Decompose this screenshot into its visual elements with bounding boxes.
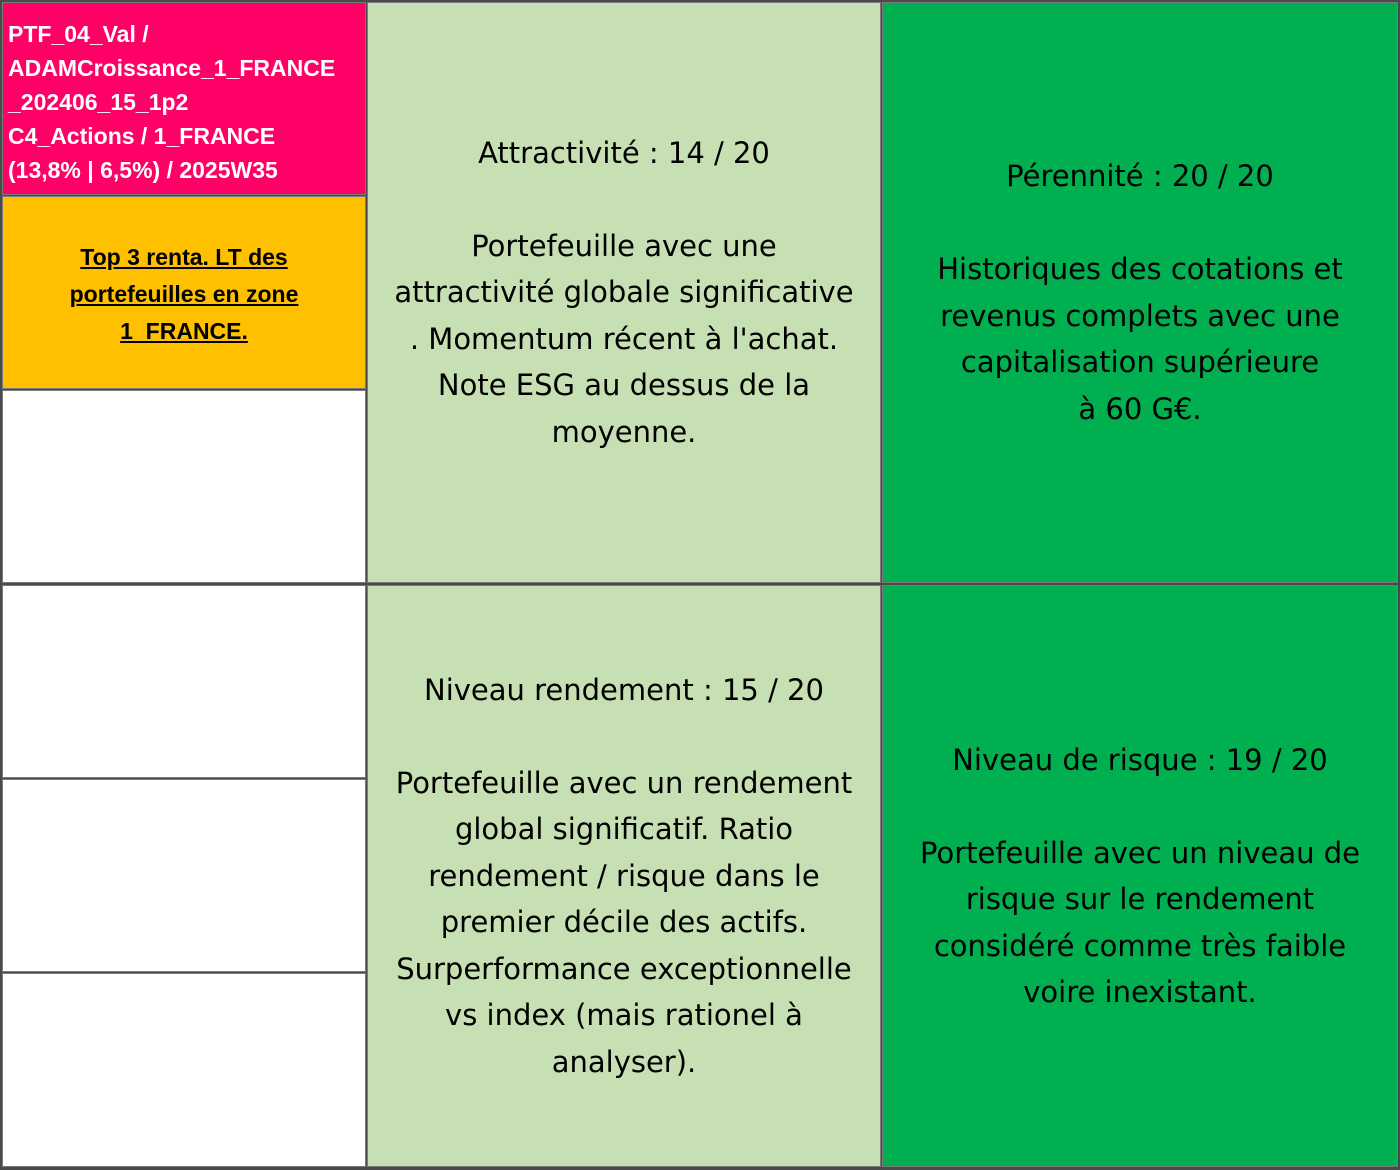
description-line: voire inexistant. (1023, 975, 1257, 1009)
attractivite-cell (367, 2, 881, 583)
portfolio-title-line: ADAMCroissance_1_FRANCE (8, 55, 336, 81)
top3-cell (2, 196, 366, 389)
top3-link-line: 1_FRANCE. (120, 318, 248, 344)
portfolio-title-line: _202406_15_1p2 (8, 89, 189, 115)
portfolio-title-cell (2, 2, 366, 195)
risque-score: Niveau de risque : 19 / 20 (952, 742, 1328, 777)
description-line: moyenne. (551, 414, 697, 449)
description-line: capitalisation supérieure (960, 345, 1320, 379)
portfolio-title-line: C4_Actions / 1_FRANCE (8, 123, 276, 149)
perennite-cell (882, 2, 1398, 583)
empty-cell (2, 390, 366, 583)
empty-cell (2, 779, 366, 972)
portfolio-title (8, 17, 335, 187)
description-line: Note ESG au dessus de la (437, 368, 811, 403)
risque-description (920, 830, 1360, 1016)
description-line: Portefeuille avec une (471, 228, 777, 263)
description-line: global significatif. Ratio (454, 812, 794, 847)
top3-link[interactable] (34, 239, 334, 350)
portfolio-title-line: PTF_04_Val / (8, 21, 149, 47)
description-line: revenus complets avec une (940, 298, 1340, 333)
perennite-description (937, 246, 1343, 432)
description-line: Portefeuille avec un niveau de (920, 835, 1360, 870)
empty-cell (2, 973, 366, 1167)
description-line: premier décile des actifs. (440, 905, 808, 940)
description-line: . Momentum récent à l'achat. (409, 321, 839, 356)
rendement-description (396, 760, 853, 1086)
perennite-score: Pérennité : 20 / 20 (1006, 159, 1274, 193)
description-line: à 60 G€. (1078, 391, 1202, 426)
empty-cell (2, 585, 366, 778)
description-line: considéré comme très faible (933, 928, 1347, 963)
rendement-score: Niveau rendement : 15 / 20 (424, 672, 824, 707)
description-line: analyser). (551, 1044, 697, 1079)
description-line: Portefeuille avec un rendement (395, 765, 853, 800)
attractivite-description (394, 223, 853, 456)
description-line: risque sur le rendement (965, 882, 1315, 916)
description-line: Surperformance exceptionnelle (396, 951, 852, 986)
description-line: attractivité globale significative (394, 275, 854, 310)
top3-link-line: portefeuilles en zone (69, 281, 299, 307)
description-line: rendement / risque dans le (428, 858, 820, 893)
attractivite-score: Attractivité : 14 / 20 (478, 135, 770, 170)
portfolio-title-line: (13,8% | 6,5%) / 2025W35 (8, 157, 278, 183)
rendement-cell (367, 585, 881, 1167)
risque-cell (882, 585, 1398, 1167)
top3-link-line: Top 3 renta. LT des (80, 244, 288, 270)
description-line: Historiques des cotations et (937, 252, 1343, 286)
description-line: vs index (mais rationel à (445, 998, 803, 1033)
